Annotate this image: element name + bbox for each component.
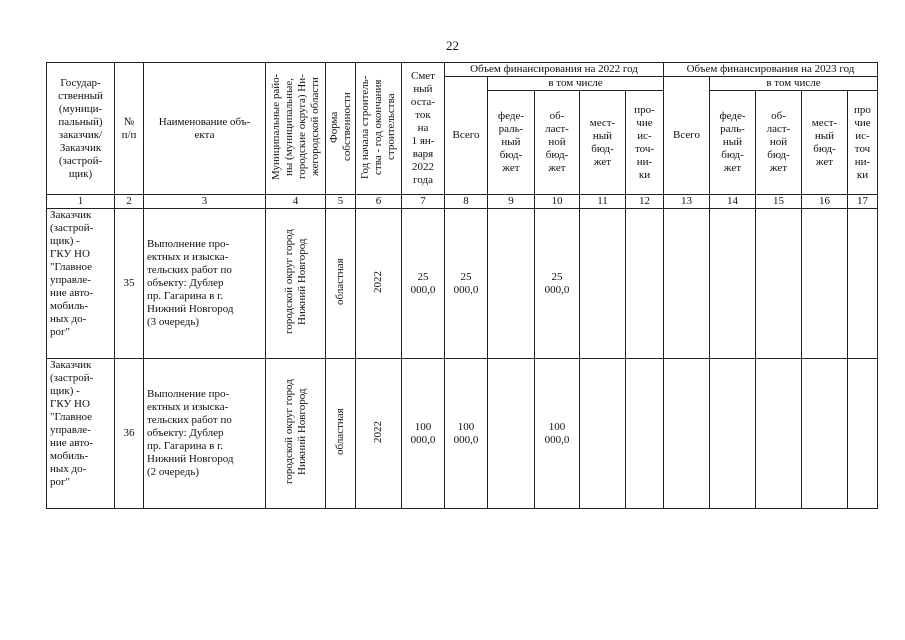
row-federal-2022 [488, 209, 535, 359]
header-ownership: Форма собственности [327, 92, 353, 161]
row-district: городской округ город Нижний Новгород [282, 379, 308, 484]
row-regional-2022: 25 000,0 [535, 209, 580, 359]
row-federal-2023 [710, 209, 756, 359]
row-object-name: Выполнение про- ектных и изыска- тельских работ по объекту: Дублер пр. Гагарина в г. Нижний Новгород (2 очередь) [144, 359, 266, 509]
page-number: 22 [446, 38, 459, 53]
header-other-2022: про- чие ис- точ- ни- ки [626, 91, 664, 195]
row-ownership: областная [334, 408, 346, 455]
row-regional-2023 [756, 209, 802, 359]
row-years: 2022 [372, 270, 384, 293]
column-number: 7 [402, 195, 445, 209]
row-district-cell [266, 209, 326, 359]
column-number: 3 [144, 195, 266, 209]
header-local-2023: мест- ный бюд- жет [802, 91, 848, 195]
header-local-2022: мест- ный бюд- жет [580, 91, 626, 195]
header-regional-2023: об- ласт- ной бюд- жет [756, 91, 802, 195]
row-object-name: Выполнение про- ектных и изыска- тельских работ по объекту: Дублер пр. Гагарина в г. Нижний Новгород (3 очередь) [144, 209, 266, 359]
row-ownership: областная [334, 258, 346, 305]
row-customer: Заказчик (застрой- щик) - ГКУ НО "Главное управле- ние авто- мобиль- ных до- рог" [47, 209, 115, 359]
header-federal-2022: феде- раль- ный бюд- жет [488, 91, 535, 195]
row-federal-2022 [488, 359, 535, 509]
row-district: городской округ город Нижний Новгород [282, 229, 308, 334]
column-number: 14 [710, 195, 756, 209]
row-federal-2023 [710, 359, 756, 509]
row-other-2022 [626, 209, 664, 359]
header-regional-2022: об- ласт- ной бюд- жет [535, 91, 580, 195]
row-estimate: 100 000,0 [402, 359, 445, 509]
table-row [47, 209, 878, 359]
header-district: Муниципальные райо- ны (муниципальные, городские округа) Ни- жегородской области [269, 73, 321, 180]
header-fin-2022: Объем финансирования на 2022 год [445, 63, 664, 77]
row-district-cell [266, 359, 326, 509]
header-federal-2023: феде- раль- ный бюд- жет [710, 91, 756, 195]
row-local-2022 [580, 209, 626, 359]
row-other-2023 [848, 359, 878, 509]
column-number: 11 [580, 195, 626, 209]
column-number: 1 [47, 195, 115, 209]
column-number: 9 [488, 195, 535, 209]
column-number: 5 [326, 195, 356, 209]
header-fin-2023: Объем финансирования на 2023 год [664, 63, 878, 77]
header-object-name: Наименование объ- екта [144, 63, 266, 195]
column-number: 16 [802, 195, 848, 209]
column-number: 6 [356, 195, 402, 209]
row-years-cell [356, 209, 402, 359]
row-num: 36 [115, 359, 144, 509]
table-row [47, 359, 878, 509]
column-number: 13 [664, 195, 710, 209]
header-ownership-cell [326, 63, 356, 195]
row-other-2022 [626, 359, 664, 509]
column-number: 8 [445, 195, 488, 209]
row-customer: Заказчик (застрой- щик) - ГКУ НО "Главное управле- ние авто- мобиль- ных до- рог" [47, 359, 115, 509]
row-total-2022: 25 000,0 [445, 209, 488, 359]
header-customer: Государ- ственный (муници- пальный) заказчик/ Заказчик (застрой- щик) [47, 63, 115, 195]
header-total-2023: Всего [664, 77, 710, 195]
row-local-2023 [802, 209, 848, 359]
row-local-2023 [802, 359, 848, 509]
column-numbers-row [47, 195, 878, 209]
header-years-cell [356, 63, 402, 195]
row-num: 35 [115, 209, 144, 359]
header-including-2023: в том числе [710, 77, 878, 91]
header-years: Год начала строитель- ства - год окончания строительства [359, 74, 397, 179]
funding-table [46, 62, 878, 509]
header-total-2022: Всего [445, 77, 488, 195]
row-regional-2023 [756, 359, 802, 509]
column-number: 17 [848, 195, 878, 209]
column-number: 4 [266, 195, 326, 209]
row-total-2022: 100 000,0 [445, 359, 488, 509]
header-estimate: Смет ный оста- ток на 1 ян- варя 2022 года [402, 63, 445, 195]
header-num: № п/п [115, 63, 144, 195]
row-years: 2022 [372, 420, 384, 443]
header-including-2022: в том числе [488, 77, 664, 91]
row-ownership-cell [326, 209, 356, 359]
row-other-2023 [848, 209, 878, 359]
row-estimate: 25 000,0 [402, 209, 445, 359]
column-number: 10 [535, 195, 580, 209]
row-total-2023 [664, 359, 710, 509]
header-other-2023: про чие ис- точ ни- ки [848, 91, 878, 195]
header-district-cell [266, 63, 326, 195]
column-number: 15 [756, 195, 802, 209]
row-local-2022 [580, 359, 626, 509]
row-years-cell [356, 359, 402, 509]
column-number: 2 [115, 195, 144, 209]
row-regional-2022: 100 000,0 [535, 359, 580, 509]
column-number: 12 [626, 195, 664, 209]
row-ownership-cell [326, 359, 356, 509]
row-total-2023 [664, 209, 710, 359]
